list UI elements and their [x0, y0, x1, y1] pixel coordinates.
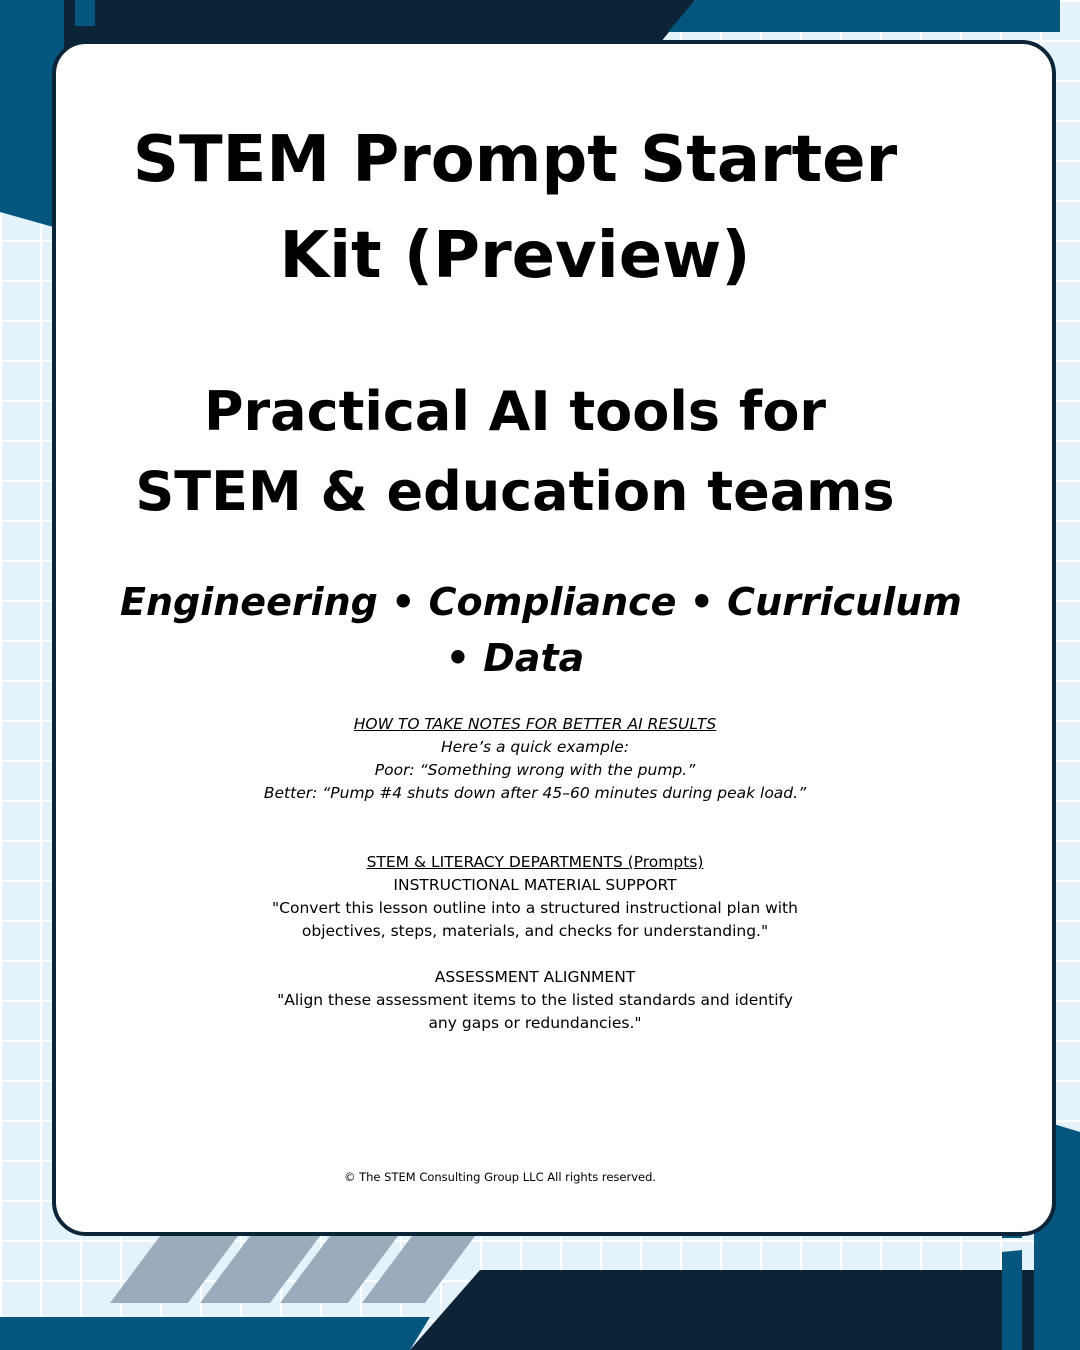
- bottom-blue-band: [0, 1317, 430, 1350]
- top-blue-band: [668, 0, 1060, 32]
- section-spacer: [20, 943, 1050, 966]
- right-accent-bar: [1002, 1250, 1022, 1350]
- notes-poor-example: Poor: “Something wrong with the pump.”: [374, 761, 696, 779]
- tags-line-1: Engineering • Compliance • Curriculum: [120, 580, 962, 624]
- prompts-heading: STEM & LITERACY DEPARTMENTS (Prompts): [366, 853, 704, 871]
- instructional-label: INSTRUCTIONAL MATERIAL SUPPORT: [393, 876, 677, 894]
- subtitle-line-2: STEM & education teams: [135, 460, 895, 523]
- topic-tags: [0, 574, 1030, 686]
- subtitle-line-1: Practical AI tools for: [203, 380, 827, 443]
- bottom-navy-band: [410, 1270, 1080, 1350]
- instructional-prompt-line-1: "Convert this lesson outline into a structured instructional plan with: [272, 899, 798, 917]
- page-subtitle: [0, 372, 1030, 532]
- prompts-section: [20, 851, 1050, 1035]
- notes-better-example: Better: “Pump #4 shuts down after 45–60 minutes during peak load.”: [263, 784, 807, 802]
- tags-line-2: • Data: [445, 636, 585, 680]
- title-line-2: Kit (Preview): [279, 219, 751, 293]
- assessment-prompt-line-2: any gaps or redundancies.": [428, 1014, 642, 1032]
- notes-intro: Here’s a quick example:: [440, 738, 630, 756]
- copyright-notice: © The STEM Consulting Group LLC All rights reserved.: [343, 1170, 657, 1184]
- page-title: [0, 112, 1030, 304]
- left-accent-bar: [75, 0, 95, 26]
- title-line-1: STEM Prompt Starter: [132, 123, 898, 197]
- instructional-prompt-line-2: objectives, steps, materials, and checks for understanding.": [301, 922, 769, 940]
- assessment-prompt-line-1: "Align these assessment items to the listed standards and identify: [277, 991, 793, 1009]
- notes-section: [20, 713, 1050, 805]
- assessment-label: ASSESSMENT ALIGNMENT: [434, 968, 636, 986]
- notes-heading: HOW TO TAKE NOTES FOR BETTER AI RESULTS: [353, 715, 717, 733]
